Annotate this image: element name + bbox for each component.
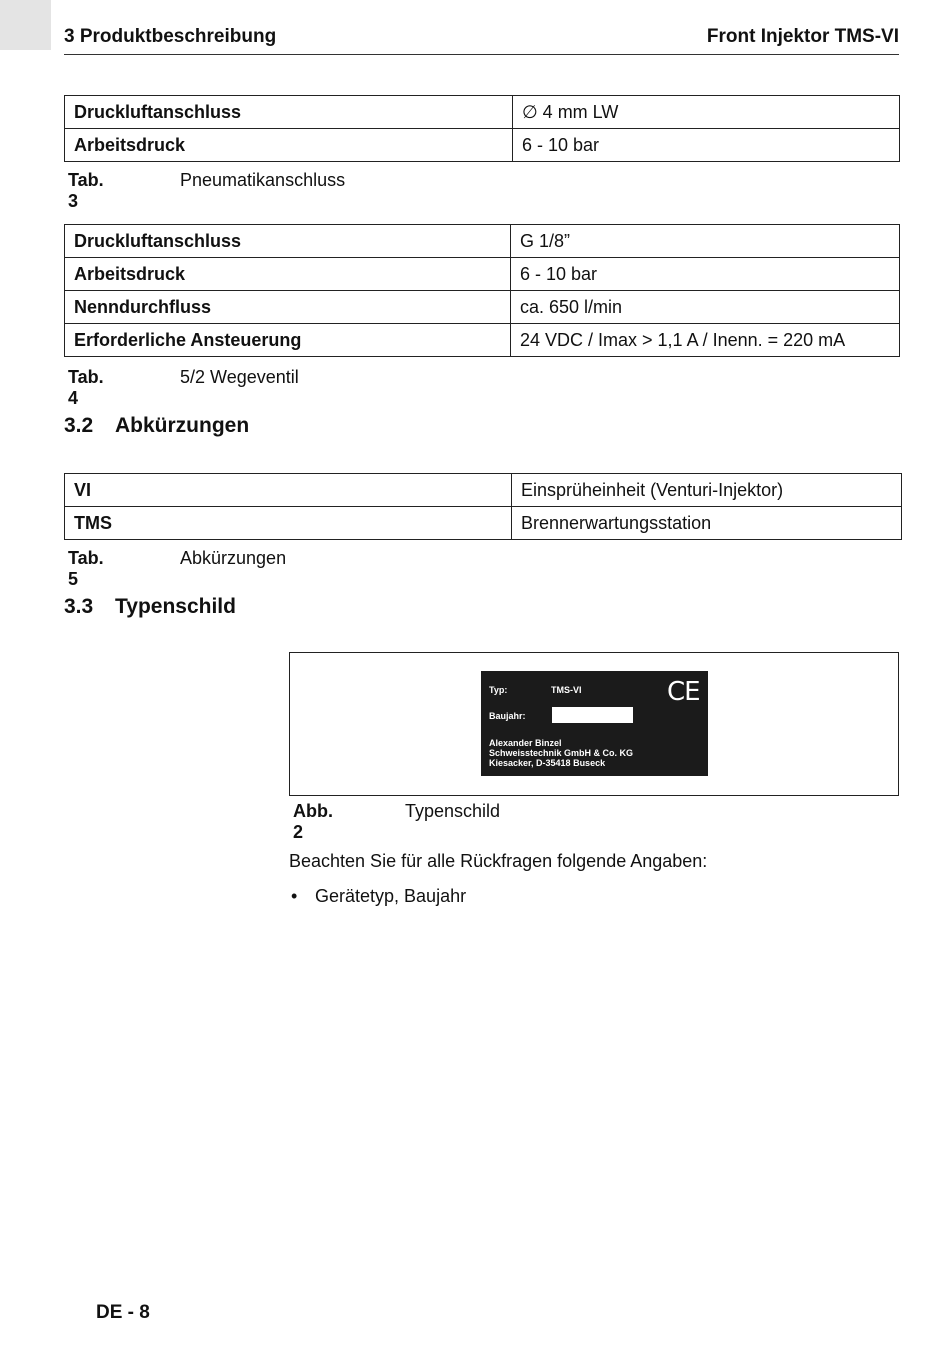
table-value-cell: Brennerwartungsstation: [512, 507, 902, 540]
table-row: [65, 474, 902, 507]
address-line: Schweisstechnik GmbH & Co. KG: [489, 748, 634, 758]
plate-manufacturer-address: [489, 738, 633, 768]
table-key-cell: TMS: [65, 507, 512, 540]
table-row: [65, 129, 900, 162]
table-value-cell: ca. 650 l/min: [511, 291, 900, 324]
plate-year-label: Baujahr:: [489, 711, 526, 721]
bullet-icon: •: [291, 886, 298, 906]
caption-number: Tab. 3: [68, 170, 104, 211]
table-row: [65, 225, 900, 258]
address-line: Alexander Binzel: [489, 738, 562, 748]
table-row: [65, 324, 900, 357]
caption-text: Abkürzungen: [180, 548, 287, 568]
table-row: [65, 507, 902, 540]
section-title: Abkürzungen: [115, 414, 250, 437]
corner-tab: [0, 0, 51, 50]
type-plate: [481, 671, 708, 776]
table-pneumatic-connection: [64, 95, 900, 162]
section-number: 3.3: [64, 595, 94, 618]
table-key-cell: Erforderliche Ansteuerung: [65, 324, 511, 357]
ce-mark-icon: CE: [667, 677, 700, 707]
table-row: [65, 96, 900, 129]
plate-type-label: Typ:: [489, 685, 508, 695]
table-abbreviations: [64, 473, 902, 540]
caption-number: Tab. 4: [68, 367, 104, 408]
table-value-cell: 6 - 10 bar: [511, 258, 900, 291]
plate-type-value: TMS-VI: [551, 685, 582, 695]
table-key-cell: VI: [65, 474, 512, 507]
table-value-cell: ∅ 4 mm LW: [513, 96, 900, 129]
table-key-cell: Druckluftanschluss: [65, 225, 511, 258]
table-value-cell: Einsprüheinheit (Venturi-Injektor): [512, 474, 902, 507]
table-key-cell: Druckluftanschluss: [65, 96, 513, 129]
caption-number: Abb. 2: [293, 801, 333, 842]
document-title: Front Injektor TMS-VI: [706, 26, 899, 47]
caption-number: Tab. 5: [68, 548, 104, 589]
table-key-cell: Arbeitsdruck: [65, 129, 513, 162]
figure-frame: [289, 652, 899, 796]
table-row: [65, 258, 900, 291]
body-paragraph: Beachten Sie für alle Rückfragen folgende Angaben:: [289, 851, 708, 871]
table-row: [65, 291, 900, 324]
chapter-title: 3 Produktbeschreibung: [64, 26, 277, 47]
page-number: DE - 8: [96, 1302, 150, 1323]
section-number: 3.2: [64, 414, 94, 437]
list-item-text: Gerätetyp, Baujahr: [315, 886, 467, 906]
plate-year-field: [552, 707, 633, 723]
caption-text: Pneumatikanschluss: [180, 170, 346, 190]
table-value-cell: G 1/8”: [511, 225, 900, 258]
table-key-cell: Arbeitsdruck: [65, 258, 511, 291]
table-value-cell: 6 - 10 bar: [513, 129, 900, 162]
table-key-cell: Nenndurchfluss: [65, 291, 511, 324]
address-line: Kiesacker, D-35418 Buseck: [489, 758, 606, 768]
page-header: [64, 26, 899, 55]
section-title: Typenschild: [115, 595, 236, 618]
caption-text: 5/2 Wegeventil: [180, 367, 299, 387]
caption-text: Typenschild: [405, 801, 501, 821]
table-value-cell: 24 VDC / Imax > 1,1 A / Inenn. = 220 mA: [511, 324, 900, 357]
table-valve: [64, 224, 900, 357]
